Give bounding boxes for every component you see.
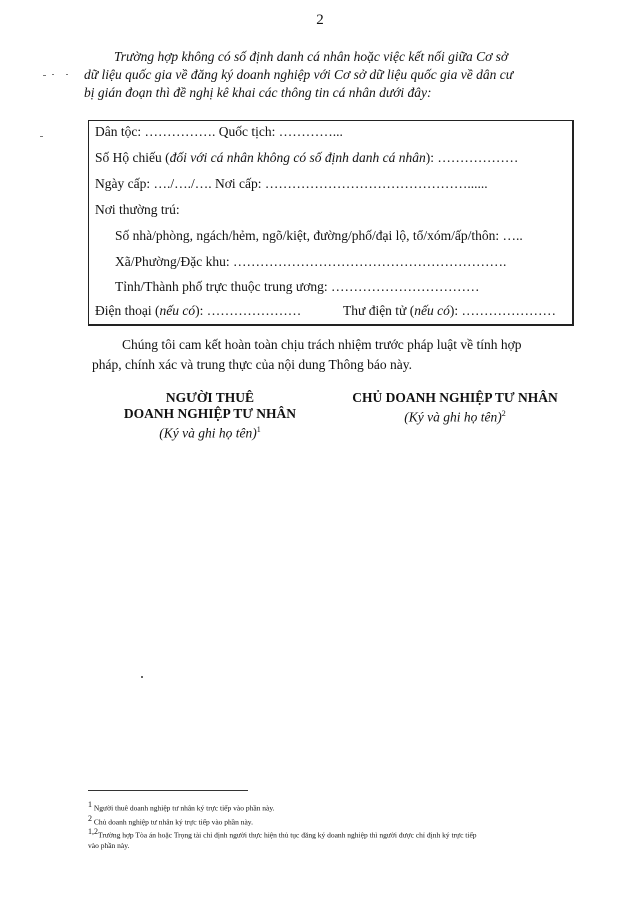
lessee-title-1: NGƯỜI THUÊ <box>165 390 255 405</box>
email-tail: ): ………………… <box>449 303 556 318</box>
scan-mark <box>52 74 54 75</box>
residence-label: Nơi thường trú: <box>95 202 180 217</box>
commitment-line: Chúng tôi cam kết hoàn toàn chịu trách nhiệm trước pháp luật về tính hợp <box>122 337 522 352</box>
lessee-signature-block <box>100 390 320 442</box>
email-line <box>343 303 556 319</box>
lessee-sign-note: (Ký và ghi họ tên)$^1$ <box>159 425 261 441</box>
province-line: Tỉnh/Thành phố trực thuộc trung ương: …………………………… <box>115 279 480 294</box>
intro-line: dữ liệu quốc gia về đăng ký doanh nghiệp với Cơ sở dữ liệu quốc gia về dân cư <box>84 67 514 82</box>
scan-mark <box>43 75 46 76</box>
footnote: $^1$ Người thuê doanh nghiệp tư nhân ký trực tiếp vào phần này. <box>88 800 275 813</box>
owner-title: CHỦ DOANH NGHIỆP TƯ NHÂN <box>352 390 558 405</box>
commitment-paragraph <box>92 335 582 375</box>
phone-note: nếu có <box>159 303 196 318</box>
owner-sign-note: (Ký và ghi họ tên)$^2$ <box>404 409 506 425</box>
owner-signature-block <box>330 390 580 426</box>
lessee-title-2: DOANH NGHIỆP TƯ NHÂN <box>123 406 297 421</box>
passport-line <box>95 150 518 166</box>
passport-label: Số Hộ chiếu ( <box>95 150 170 165</box>
commitment-line: pháp, chính xác và trung thực của nội dung Thông báo này. <box>92 357 412 372</box>
phone-tail: ): ………………… <box>195 303 302 318</box>
phone-label: Điện thoại ( <box>95 303 160 318</box>
issue-line: Ngày cấp: …./…./…. Nơi cấp: ………………………………………...... <box>95 176 488 191</box>
intro-line: bị gián đoạn thì đề nghị kê khai các thông tin cá nhân dưới đây: <box>84 85 432 100</box>
scan-mark <box>66 74 68 75</box>
footnotes <box>88 800 588 851</box>
footnote: $^2$ Chủ doanh nghiệp tư nhân ký trực tiếp vào phần này. <box>88 813 253 826</box>
house-line: Số nhà/phòng, ngách/hẻm, ngõ/kiệt, đường/phố/đại lộ, tổ/xóm/ấp/thôn: ….. <box>115 228 523 243</box>
passport-note: đối với cá nhân không có số định danh cá nhân <box>169 150 426 165</box>
intro-paragraph <box>84 48 584 102</box>
ward-line: Xã/Phường/Đặc khu: ……………………………………………………. <box>115 254 507 269</box>
phone-line <box>95 303 301 319</box>
passport-tail: ): ……………… <box>425 150 519 165</box>
personal-info-box <box>88 120 574 326</box>
footnote: vào phần này. <box>88 840 130 850</box>
page-number: 2 <box>316 12 324 28</box>
email-label: Thư điện tử ( <box>343 303 415 318</box>
scan-mark <box>40 136 43 137</box>
footnote-separator <box>88 790 248 791</box>
footnote: $^{1,2}$Trường hợp Tòa án hoặc Trọng tài chỉ định người thực hiện thủ tục đăng ký doanh nghiệp thì người được chỉ định ký trực tiếp <box>88 827 477 840</box>
ethnicity-nationality-line: Dân tộc: ……………. Quốc tịch: …………... <box>95 124 343 139</box>
scan-dot <box>141 676 143 678</box>
intro-line: Trường hợp không có số định danh cá nhân hoặc việc kết nối giữa Cơ sở <box>114 49 509 64</box>
email-note: nếu có <box>414 303 450 318</box>
